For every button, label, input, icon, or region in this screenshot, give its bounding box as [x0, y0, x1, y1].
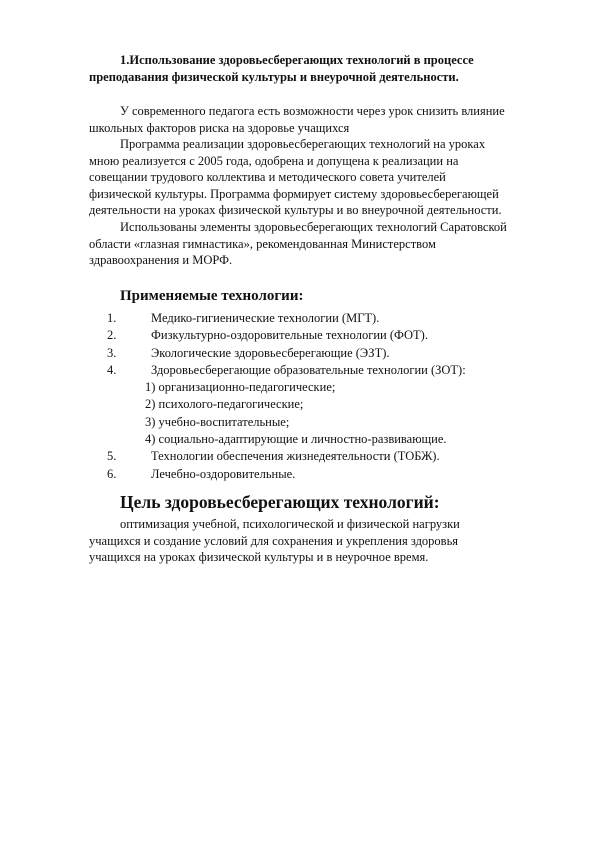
list-item-number: 1. — [107, 311, 117, 325]
paragraph-line: совещании трудового коллектива и методического совета учителей — [89, 170, 446, 184]
list-item — [89, 466, 529, 483]
list-item-number: 4. — [107, 362, 117, 377]
sub-list-item — [89, 396, 529, 413]
sub-list-item-text: 4) социально-адаптирующие и личностно-развивающие. — [145, 432, 447, 447]
list-item-number: 6. — [107, 466, 117, 481]
title-line-1: 1.Использование здоровьесберегающих технологий в процессе — [120, 53, 474, 67]
technologies-heading: Применяемые технологии: — [120, 288, 304, 304]
sub-list-item-text: 2) психолого-педагогические; — [145, 397, 304, 412]
paragraph-line: здравоохранения и МОРФ. — [89, 253, 233, 267]
document-title — [89, 52, 529, 86]
list-item-number: 5. — [107, 449, 117, 464]
list-item-number: 2. — [107, 328, 117, 343]
paragraph-line: учащихся и создание условий для сохранения и укрепления здоровья — [89, 533, 459, 548]
list-item-text: Здоровьесберегающие образовательные технологии (ЗОТ): — [151, 362, 466, 377]
sub-list-item — [89, 431, 529, 448]
sub-list-item-text: 3) учебно-воспитательные; — [145, 414, 290, 429]
goal-heading: Цель здоровьесберегающих технологий: — [120, 492, 440, 512]
list-item — [89, 310, 529, 327]
paragraph-line: физической культуры. Программа формирует систему здоровьесберегающей — [89, 186, 499, 201]
sub-list-item — [89, 414, 529, 431]
goal-paragraph — [89, 516, 559, 566]
paragraph-line: деятельности на уроках физической культуры и во внеурочной деятельности. — [89, 203, 502, 217]
list-item — [89, 327, 529, 344]
list-item-text: Физкультурно-оздоровительные технологии (ФОТ). — [151, 328, 428, 343]
paragraph-line: учащихся на уроках физической культуры и в неурочное время. — [89, 550, 429, 564]
list-item — [89, 345, 529, 362]
paragraph-program — [89, 136, 559, 219]
paragraph-line: мною реализуется с 2005 года, одобрена и допущена к реализации на — [89, 153, 459, 168]
list-item-text: Экологические здоровьесберегающие (ЭЗТ). — [151, 345, 390, 360]
sub-list-item — [89, 379, 529, 396]
list-item-text: Технологии обеспечения жизнедеятельности (ТОБЖ). — [151, 449, 440, 464]
list-item-number: 3. — [107, 345, 117, 360]
list-item-text: Лечебно-оздоровительные. — [151, 466, 296, 481]
paragraph-risk-factors — [89, 103, 559, 136]
technologies-list — [89, 310, 529, 483]
list-item — [89, 448, 529, 465]
paragraph-line: Программа реализации здоровьесберегающих технологий на уроках — [120, 137, 486, 151]
list-item-text: Медико-гигиенические технологии (МГТ). — [151, 311, 380, 325]
paragraph-line: области «глазная гимнастика», рекомендованная Министерством — [89, 236, 436, 251]
paragraph-line: оптимизация учебной, психологической и физической нагрузки — [120, 517, 460, 531]
title-line-2: преподавания физической культуры и внеурочной деятельности. — [89, 70, 459, 84]
sub-list-item-text: 1) организационно-педагогические; — [145, 380, 336, 395]
paragraph-line: школьных факторов риска на здоровье учащихся — [89, 120, 350, 135]
list-item — [89, 362, 529, 379]
paragraph-line: Использованы элементы здоровьесберегающих технологий Саратовской — [120, 220, 507, 234]
paragraph-eye-gymnastics — [89, 219, 559, 269]
paragraph-line: У современного педагога есть возможности через урок снизить влияние — [120, 104, 505, 118]
